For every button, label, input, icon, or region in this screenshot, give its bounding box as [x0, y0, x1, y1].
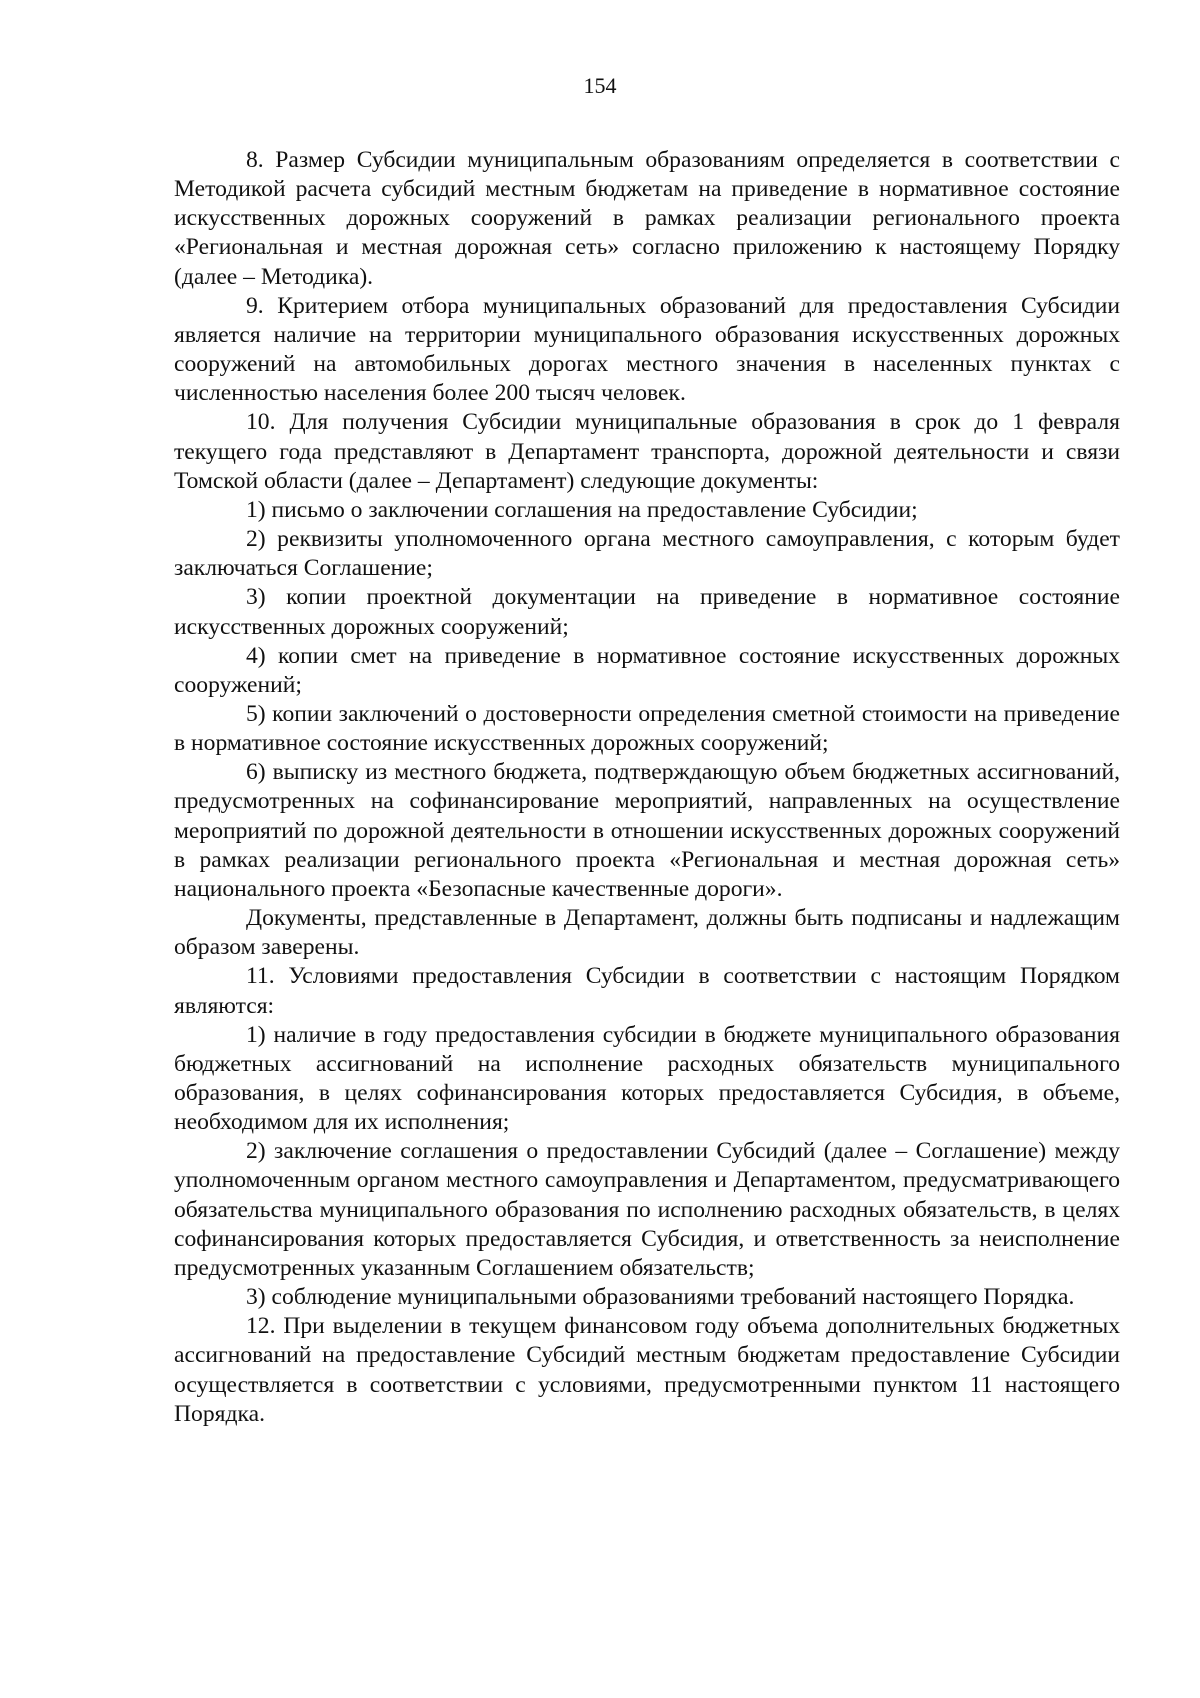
documents-signature-note: Документы, представленные в Департамент, должны быть подписаны и надлежащим образом заверены. — [174, 905, 1120, 961]
paragraph-11-conditions: 11. Условиями предоставления Субсидии в соответствии с настоящим Порядком являются: — [174, 963, 1120, 1019]
list-item-11-3: 3) соблюдение муниципальными образованиями требований настоящего Порядка. — [246, 1284, 1075, 1311]
document-body — [174, 146, 1120, 1429]
list-item-11-2: 2) заключение соглашения о предоставлении Субсидий (далее – Соглашение) между уполномоченным органом местного самоуправления и Департаментом, предусматривающего обязательства муниципального образования по исполнению расходных обязательств, в целях софинансирования которых предоставляется Субсидия, и ответственность за неисполнение предусмотренных указанным Соглашением обязательств; — [174, 1138, 1120, 1281]
list-item-10-4: 4) копии смет на приведение в нормативное состояние искусственных дорожных сооружений; — [174, 642, 1120, 698]
list-item-10-1: 1) письмо о заключении соглашения на предоставление Субсидии; — [246, 496, 918, 523]
list-item-10-6: 6) выписку из местного бюджета, подтверждающую объем бюджетных ассигнований, предусмотренных на софинансирование мероприятий, направленных на осуществление мероприятий по дорожной деятельности в отношении искусственных дорожных сооружений в рамках реализации регионального проекта «Региональная и местная дорожная сеть» национального проекта «Безопасные качественные дороги». — [174, 759, 1120, 902]
list-item-10-3: 3) копии проектной документации на приведение в нормативное состояние искусственных дорожных сооружений; — [174, 584, 1120, 640]
paragraph-10-required-documents: 10. Для получения Субсидии муниципальные образования в срок до 1 февраля текущего года представляют в Департамент транспорта, дорожной деятельности и связи Томской области (далее – Департамент) следующие документы: — [174, 409, 1120, 494]
list-item-10-2: 2) реквизиты уполномоченного органа местного самоуправления, с которым будет заключаться Соглашение; — [174, 526, 1120, 582]
page-number: 154 — [583, 73, 617, 98]
list-item-11-1: 1) наличие в году предоставления субсидии в бюджете муниципального образования бюджетных ассигнований на исполнение расходных обязательств муниципального образования, в целях софинансирования которых предоставляется Субсидия, в объеме, необходимом для их исполнения; — [174, 1021, 1120, 1136]
paragraph-12-additional-allocations: 12. При выделении в текущем финансовом году объема дополнительных бюджетных ассигнований на предоставление Субсидий местным бюджетам предоставление Субсидии осуществляется в соответствии с условиями, предусмотренными пунктом 11 настоящего Порядка. — [174, 1313, 1120, 1427]
list-item-10-5: 5) копии заключений о достоверности определения сметной стоимости на приведение в нормативное состояние искусственных дорожных сооружений; — [174, 700, 1120, 757]
paragraph-9-selection-criterion: 9. Критерием отбора муниципальных образований для предоставления Субсидии является наличие на территории муниципального образования искусственных дорожных сооружений на автомобильных дорогах местного значения в населенных пунктах с численностью населения более 200 тысяч человек. — [174, 292, 1120, 407]
paragraph-8-subsidy-size: 8. Размер Субсидии муниципальным образованиям определяется в соответствии с Методикой расчета субсидий местным бюджетам на приведение в нормативное состояние искусственных дорожных сооружений в рамках реализации регионального проекта «Региональная и местная дорожная сеть» согласно приложению к настоящему Порядку (далее – Методика). — [174, 147, 1120, 290]
